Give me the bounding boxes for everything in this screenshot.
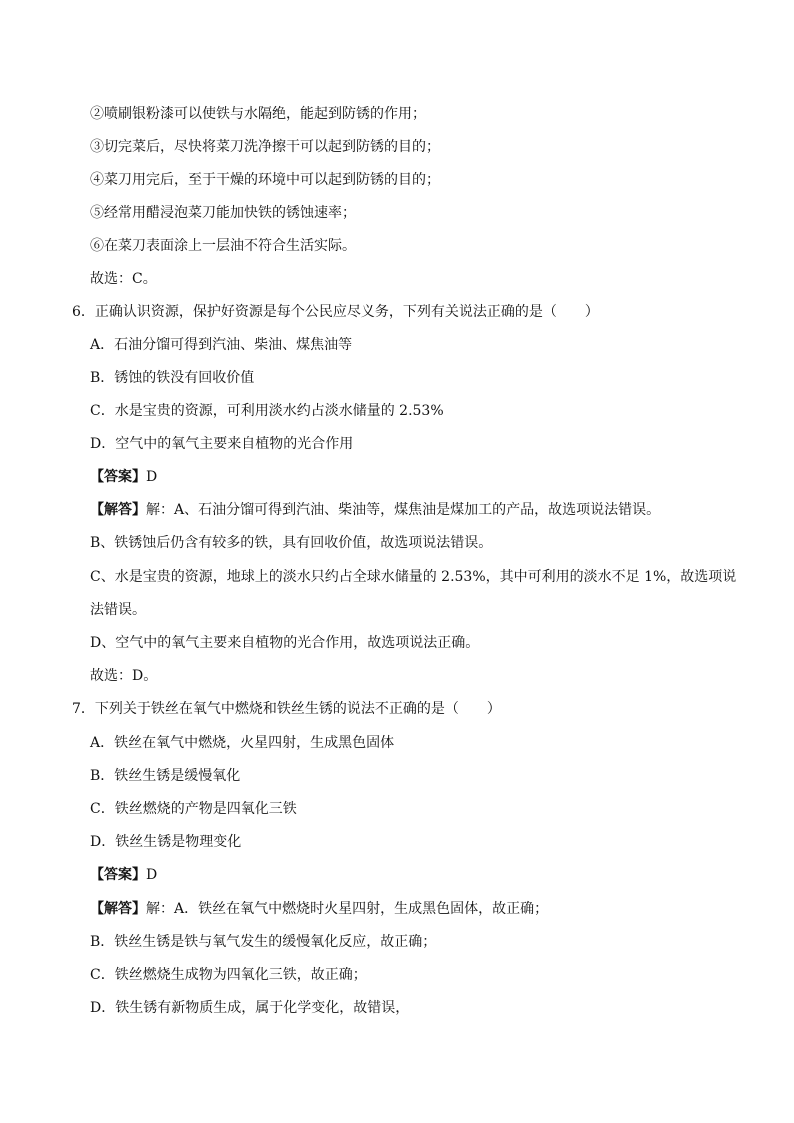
answer-value: D: [146, 469, 158, 485]
q7-option-c: C．铁丝燃烧的产物是四氧化三铁: [90, 801, 297, 817]
q6-selection: 故选：D。: [90, 668, 158, 684]
answer-selection: 故选：C。: [90, 271, 157, 287]
q6-explanation-3: C、水是宝贵的资源，地球上的淡水只约占全球水储量的 2.53%，其中可利用的淡水不足 1%，故选项说: [90, 569, 737, 585]
explanation-tag: 【解答】: [90, 502, 146, 518]
q6-answer: [90, 467, 157, 487]
q6-option-c: C．水是宝贵的资源，可利用淡水约占淡水储量的 2.53%: [90, 403, 444, 419]
answer-value: D: [146, 867, 158, 883]
q7-explanation-1: [90, 899, 548, 919]
q7-explanation-2: B．铁丝生锈是铁与氧气发生的缓慢氧化反应，故正确；: [90, 934, 437, 950]
q7-option-a: A．铁丝在氧气中燃烧，火星四射，生成黑色固体: [90, 735, 395, 751]
question-6: 6．正确认识资源，保护好资源是每个公民应尽义务，下列有关说法正确的是（ ）: [72, 304, 599, 320]
explanation-text: 解：A、石油分馏可得到汽油、柴油等，煤焦油是煤加工的产品，故选项说法错误。: [146, 502, 661, 518]
q6-explanation-2: B、铁锈蚀后仍含有较多的铁，具有回收价值，故选项说法错误。: [90, 535, 493, 551]
question-7: 7．下列关于铁丝在氧气中燃烧和铁丝生锈的说法不正确的是（ ）: [72, 701, 501, 717]
answer-tag: 【答案】: [90, 469, 146, 485]
q6-explanation-4: D、空气中的氧气主要来自植物的光合作用，故选项说法正确。: [90, 635, 480, 651]
q7-explanation-4: D．铁生锈有新物质生成，属于化学变化，故错误，: [90, 1000, 410, 1016]
q7-explanation-3: C．铁丝燃烧生成物为四氧化三铁，故正确；: [90, 967, 367, 983]
text-line: ⑥在菜刀表面涂上一层油不符合生活实际。: [90, 238, 356, 254]
q6-explanation-3-cont: 法错误。: [90, 602, 146, 618]
answer-tag: 【答案】: [90, 867, 146, 883]
q6-option-a: A．石油分馏可得到汽油、柴油、煤焦油等: [90, 337, 353, 353]
q6-option-d: D．空气中的氧气主要来自植物的光合作用: [90, 436, 354, 452]
text-line: ②喷刷银粉漆可以使铁与水隔绝，能起到防锈的作用；: [90, 106, 426, 122]
explanation-text: 解：A．铁丝在氧气中燃烧时火星四射，生成黑色固体，故正确；: [146, 901, 549, 917]
q7-answer: [90, 865, 157, 885]
text-line: ④菜刀用完后，至于干燥的环境中可以起到防锈的目的；: [90, 172, 440, 188]
text-line: ③切完菜后，尽快将菜刀洗净擦干可以起到防锈的目的；: [90, 139, 440, 155]
q6-option-b: B．锈蚀的铁没有回收价值: [90, 370, 255, 386]
explanation-tag: 【解答】: [90, 901, 146, 917]
q6-explanation-1: [90, 500, 660, 520]
q7-option-b: B．铁丝生锈是缓慢氧化: [90, 768, 241, 784]
q7-option-d: D．铁丝生锈是物理变化: [90, 834, 242, 850]
text-line: ⑤经常用醋浸泡菜刀能加快铁的锈蚀速率；: [90, 205, 356, 221]
